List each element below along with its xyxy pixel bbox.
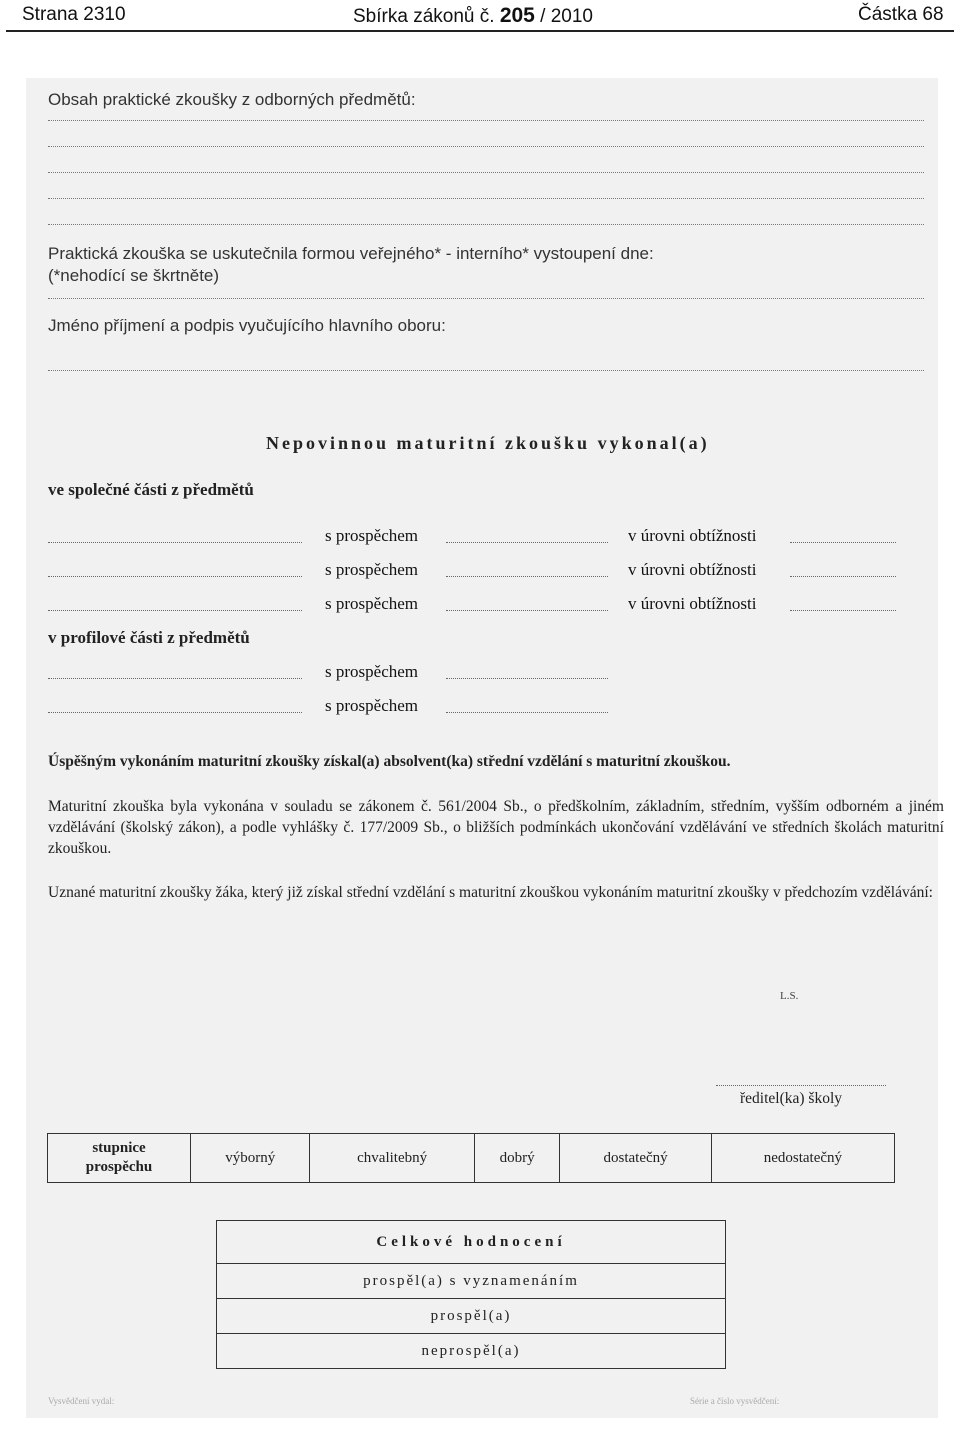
teacher-signature-line[interactable] xyxy=(48,370,924,371)
serial-number-label: Série a číslo vysvědčení: xyxy=(690,1396,780,1406)
common-grade-1[interactable] xyxy=(446,542,608,543)
signature-line[interactable] xyxy=(716,1085,886,1086)
common-level-1[interactable] xyxy=(790,542,896,543)
common-grade-label-2: s prospěchem xyxy=(325,560,419,579)
page-number: Strana 2310 xyxy=(22,4,126,25)
gazette-title xyxy=(353,4,593,28)
grading-scale-label xyxy=(48,1134,191,1183)
common-level-label-2: v úrovni obtížnosti xyxy=(628,560,757,579)
common-grade-label-1: s prospěchem xyxy=(325,526,419,545)
seal-mark: L.S. xyxy=(780,990,799,1002)
overall-evaluation-table xyxy=(216,1220,726,1369)
grade-cell: nedostatečný xyxy=(711,1134,894,1183)
practical-form-note: (*nehodící se škrtněte) xyxy=(48,266,220,285)
practical-line-1[interactable] xyxy=(48,120,924,121)
profile-part-label: v profilové části z předmětů xyxy=(48,628,250,647)
signature-label: ředitel(ka) školy xyxy=(740,1090,843,1107)
profile-grade-2[interactable] xyxy=(446,712,608,713)
teacher-label: Jméno příjmení a podpis vyučujícího hlavního oboru: xyxy=(48,316,446,335)
header-rule xyxy=(6,30,954,32)
practical-line-5[interactable] xyxy=(48,224,924,225)
result-statement: Úspěšným vykonáním maturitní zkoušky získal(a) absolvent(ka) střední vzdělání s maturitní zkouškou. xyxy=(48,753,731,770)
profile-grade-label-2: s prospěchem xyxy=(325,696,419,715)
common-subject-3[interactable] xyxy=(48,610,302,611)
gazette-collection: Sbírka zákonů č. xyxy=(353,6,495,27)
grading-scale-row xyxy=(48,1134,895,1183)
issue-part: Částka 68 xyxy=(858,4,944,25)
common-grade-2[interactable] xyxy=(446,576,608,577)
grade-cell: chvalitebný xyxy=(310,1134,474,1183)
overall-option[interactable]: prospěl(a) s vyznamenáním xyxy=(217,1264,726,1299)
common-grade-label-3: s prospěchem xyxy=(325,594,419,613)
profile-subject-2[interactable] xyxy=(48,712,302,713)
issued-by-label: Vysvědčení vydal: xyxy=(48,1396,115,1406)
common-subject-2[interactable] xyxy=(48,576,302,577)
optional-exam-title: Nepovinnou maturitní zkoušku vykonal(a) xyxy=(266,433,710,453)
practical-line-2[interactable] xyxy=(48,146,924,147)
gazette-number: 205 xyxy=(499,4,535,27)
grade-cell: dobrý xyxy=(474,1134,560,1183)
practical-subjects-label: Obsah praktické zkoušky z odborných předmětů: xyxy=(48,90,416,109)
overall-option[interactable]: neprospěl(a) xyxy=(217,1334,726,1369)
profile-grade-label-1: s prospěchem xyxy=(325,662,419,681)
common-grade-3[interactable] xyxy=(446,610,608,611)
common-level-3[interactable] xyxy=(790,610,896,611)
recognized-exams-text: Uznané maturitní zkoušky žáka, který již získal střední vzdělání s maturitní zkouškou vykonáním maturitní zkoušky v předchozím vzdělávání: xyxy=(48,884,933,901)
practical-date-line[interactable] xyxy=(48,298,924,299)
common-level-label-1: v úrovni obtížnosti xyxy=(628,526,757,545)
grade-cell: výborný xyxy=(191,1134,310,1183)
legal-text: Maturitní zkouška byla vykonána v souladu se zákonem č. 561/2004 Sb., o předškolním, základním, středním, vyšším odborném a jiném vzdělávání (školský zákon), a podle vyhlášky č. 177/2009 Sb., o bližších podmínkách ukončování vzdělávání ve středních školách maturitní zkouškou. xyxy=(48,798,944,857)
gazette-year: / 2010 xyxy=(540,6,593,27)
practical-line-4[interactable] xyxy=(48,198,924,199)
grading-scale-table xyxy=(47,1133,895,1183)
practical-line-3[interactable] xyxy=(48,172,924,173)
grading-scale-label-line1: stupnice xyxy=(92,1140,146,1156)
grade-cell: dostatečný xyxy=(560,1134,711,1183)
common-part-label: ve společné části z předmětů xyxy=(48,480,254,499)
common-level-2[interactable] xyxy=(790,576,896,577)
common-subject-1[interactable] xyxy=(48,542,302,543)
profile-grade-1[interactable] xyxy=(446,678,608,679)
overall-option[interactable]: prospěl(a) xyxy=(217,1299,726,1334)
overall-title: Celkové hodnocení xyxy=(217,1221,726,1264)
common-level-label-3: v úrovni obtížnosti xyxy=(628,594,757,613)
profile-subject-1[interactable] xyxy=(48,678,302,679)
practical-form-label: Praktická zkouška se uskutečnila formou veřejného* - interního* vystoupení dne: xyxy=(48,244,654,263)
grading-scale-label-line2: prospěchu xyxy=(85,1159,153,1175)
